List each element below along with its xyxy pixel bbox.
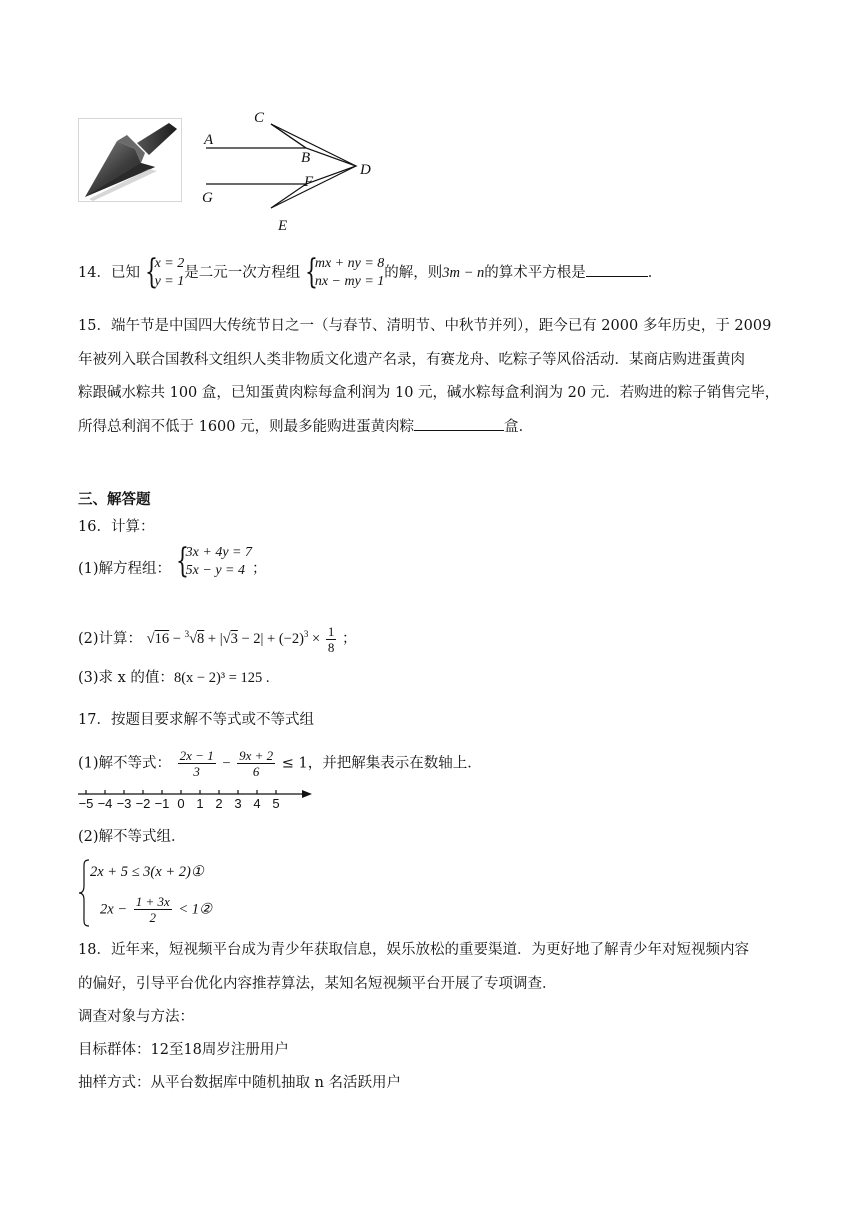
q17-fraction-1 xyxy=(178,748,216,779)
q15-line-2: 年被列入联合国教科文组织人类非物质文化遗产名录，有赛龙舟、吃粽子等风俗活动．某商店购进蛋黄肉 xyxy=(78,352,745,368)
q17-row2-a: 2x − xyxy=(100,901,128,918)
number-line-label: −1 xyxy=(154,796,170,810)
q17-f2-den: 6 xyxy=(252,764,260,779)
section-title: 三、解答题 xyxy=(78,491,151,508)
q17-f2-num: 9x + 2 xyxy=(239,748,274,763)
label-a: A xyxy=(204,132,214,148)
question-14 xyxy=(78,252,663,292)
geometry-diagram xyxy=(196,104,386,236)
label-c: C xyxy=(254,110,265,126)
number-line-label: −4 xyxy=(97,796,113,810)
q15-last-end: 盒． xyxy=(504,419,534,435)
q16-p2-end: ； xyxy=(341,630,357,647)
number-line-arrow-icon xyxy=(302,790,312,798)
number-line[interactable] xyxy=(76,784,316,810)
number-line-label: 3 xyxy=(234,796,242,810)
q16-p2-expression: $√16 - ^3√8 + |√3 - 2| + (-2)^3$ × $\frac{1}{8}$ xyxy=(146,624,335,655)
q17-p1-tail: ≤ 1，并把解集表示在数轴上． xyxy=(281,755,482,772)
q15-line-4 xyxy=(78,416,533,437)
q17-f1-den: 3 xyxy=(193,764,200,779)
q14-sys1-row2: y = 1 xyxy=(154,274,185,289)
label-e: E xyxy=(278,218,288,234)
number-line-label: 2 xyxy=(215,796,223,810)
q17-row2-den: 2 xyxy=(149,910,156,925)
q16-p1-system: { 3x + 4y = 7 5x − y = 4 xyxy=(175,541,252,581)
q14-answer-blank[interactable] xyxy=(586,262,648,277)
number-line-label: 5 xyxy=(272,796,280,810)
number-line-label: −2 xyxy=(135,796,151,810)
q16-p1-row2: 5x − y = 4 xyxy=(185,563,245,578)
label-b: B xyxy=(301,150,311,166)
q17-inequality-system xyxy=(78,858,278,928)
q17-f1-num: 2x − 1 xyxy=(179,748,214,763)
q16-part3 xyxy=(78,668,270,688)
q14-text4: 的算术平方根是 xyxy=(484,265,586,281)
q14-sys2-row2: nx − my = 1 xyxy=(314,274,385,289)
q17-row-1: 2x + 5 ≤ 3(x + 2)① xyxy=(90,864,204,880)
q16-p2-label: (2)计算： xyxy=(78,630,143,647)
q17-part2-label: (2)解不等式组． xyxy=(78,829,186,845)
q16-p3-expression: 8(x − 2)³ = 125 . xyxy=(173,670,270,686)
q17-row2-b: < 1② xyxy=(178,901,213,918)
q14-solution-system: { x = 2 y = 1 xyxy=(144,252,185,292)
q14-text3: 的解，则 xyxy=(384,265,443,281)
number-line-label: 1 xyxy=(196,796,204,810)
q18-line-2: 的偏好，引导平台优化内容推荐算法，某知名短视频平台开展了专项调查． xyxy=(78,976,557,992)
q17-part1: (1)解不等式： $\frac{2x - 1}{3}$ − $\frac{9x + 2}{6}$ ≤ 1，并把解集表示在数轴上． xyxy=(78,748,482,779)
q16-part2 xyxy=(78,624,356,655)
q14-sys1-row1: x = 2 xyxy=(154,256,185,271)
label-g: G xyxy=(202,190,213,206)
q14-sys2-row1: mx + ny = 8 xyxy=(314,256,385,271)
q14-text2: 是二元一次方程组 xyxy=(184,265,301,281)
q18-line-4: 目标群体：12至18周岁注册用户 xyxy=(78,1042,289,1058)
q15-line-3: 粽跟碱水粽共 100 盒，已知蛋黄肉粽每盒利润为 10 元，碱水粽每盒利润为 20 元．若购进的粽子销售完毕， xyxy=(78,385,780,401)
arrowhead-icon xyxy=(79,119,181,201)
number-line-label: 0 xyxy=(177,796,185,810)
q15-last-text: 所得总利润不低于 1600 元，则最多能购进蛋黄肉粽 xyxy=(78,419,415,435)
q16-part1 xyxy=(78,541,267,581)
q18-line-5: 抽样方式：从平台数据库中随机抽取 n 名活跃用户 xyxy=(78,1075,402,1091)
q17-row2-fraction xyxy=(134,894,172,925)
number-line-label: −3 xyxy=(116,796,132,810)
q17-title: 17．按题目要求解不等式或不等式组 xyxy=(78,712,314,728)
number-line-label: −5 xyxy=(78,796,94,810)
q16-p1-end: ； xyxy=(251,561,267,577)
q16-title: 16．计算： xyxy=(78,519,155,535)
label-d: D xyxy=(360,162,371,178)
q16-p1-row1: 3x + 4y = 7 xyxy=(185,545,252,560)
q15-line-1: 15．端午节是中国四大传统节日之一（与春节、清明节、中秋节并列），距今已有 2000 多年历史，于 2009 xyxy=(78,318,772,334)
q18-line-1: 18．近年来，短视频平台成为青少年获取信息，娱乐放松的重要渠道．为更好地了解青少年对短视频内容 xyxy=(78,942,749,958)
q17-row-2 xyxy=(100,894,212,925)
q15-answer-blank[interactable] xyxy=(414,416,504,431)
q14-number: 14． xyxy=(78,265,111,281)
q16-p1-label: (1)解方程组： xyxy=(78,561,172,577)
q16-p3-label: (3)求 x 的值： xyxy=(78,670,174,686)
label-f: F xyxy=(304,174,314,190)
arrowhead-photo xyxy=(78,118,182,202)
number-line-label: 4 xyxy=(253,796,261,810)
q14-text1: 已知 xyxy=(110,265,140,281)
q14-end: ． xyxy=(647,265,663,281)
q17-p1-label: (1)解不等式： xyxy=(78,755,172,772)
q18-line-3: 调查对象与方法： xyxy=(78,1009,194,1025)
q14-equation-system: { mx + ny = 8 nx − my = 1 xyxy=(304,252,385,292)
q14-expression: 3m − n xyxy=(442,265,485,281)
q17-fraction-2 xyxy=(237,748,275,779)
q17-row2-num: 1 + 3x xyxy=(135,894,170,909)
